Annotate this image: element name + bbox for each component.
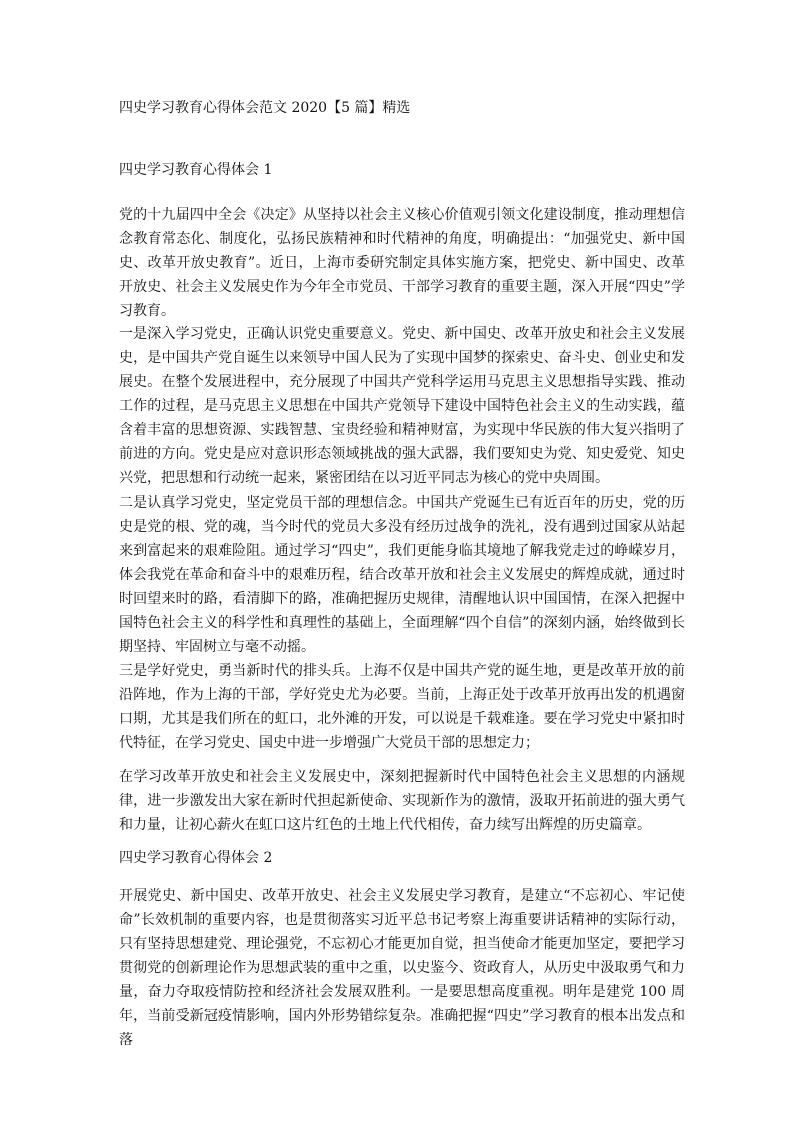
paragraph: 二是认真学习党史，坚定党员干部的理想信念。中国共产党诞生已有近百年的历史，党的历史是党的根、党的魂，当今时代的党员大多没有经历过战争的洗礼，没有遇到过国家从站起来到富起来的艰难险阻。通过学习“四史”，我们更能身临其境地了解我党走过的峥嵘岁月，体会我党在革命和奋斗中的艰难历程，结合改革开放和社会主义发展史的辉煌成就，通过时时回望来时的路，看清脚下的路，准确把握历史规律，清醒地认识中国国情，在深入把握中国特色社会主义的科学性和真理性的基础上，全面理解“四个自信”的深刻内涵，始终做到长期坚持、牢固树立与毫不动摇。 xyxy=(119,495,685,655)
paragraph: 开展党史、新中国史、改革开放史、社会主义发展史学习教育，是建立“不忘初心、牢记使命”长效机制的重要内容，也是贯彻落实习近平总书记考察上海重要讲话精神的实际行动，只有坚持思想建党、理论强党，不忘初心才能更加自觉，担当使命才能更加坚定，要把学习贯彻党的创新理论作为思想武装的重中之重，以史鉴今、资政育人，从历史中汲取勇气和力量，奋力夺取疫情防控和经济社会发展双胜利。一是要思想高度重视。明年是建党 100 周年，当前受新冠疫情影响，国内外形势错综复杂。准确把握“四史”学习教育的根本出发点和落 xyxy=(119,888,685,1048)
paragraph: 三是学好党史，勇当新时代的排头兵。上海不仅是中国共产党的诞生地，更是改革开放的前沿阵地，作为上海的干部，学好党史尤为必要。当前，上海正处于改革开放再出发的机遇窗口期，尤其是我们所在的虹口，北外滩的开发，可以说是千载难逢。要在学习党史中紧扣时代特征，在学习党史、国史中进一步增强广大党员干部的思想定力； xyxy=(119,663,685,751)
paragraph: 一是深入学习党史，正确认识党史重要意义。党史、新中国史、改革开放史和社会主义发展史，是中国共产党自诞生以来领导中国人民为了实现中国梦的探索史、奋斗史、创业史和发展史。在整个发展进程中，充分展现了中国共产党科学运用马克思主义思想指导实践、推动工作的过程，是马克思主义思想在中国共产党领导下建设中国特色社会主义的生动实践，蕴含着丰富的思想资源、实践智慧、宝贵经验和精神财富，为实现中华民族的伟大复兴指明了前进的方向。党史是应对意识形态领域挑战的强大武器，我们要知史为党、知史爱党、知史兴党，把思想和行动统一起来，紧密团结在以习近平同志为核心的党中央周围。 xyxy=(119,326,685,486)
paragraph: 党的十九届四中全会《决定》从坚持以社会主义核心价值观引领文化建设制度，推动理想信念教育常态化、制度化，弘扬民族精神和时代精神的角度，明确提出：“加强党史、新中国史、改革开放史教育”。近日，上海市委研究制定具体实施方案，把党史、新中国史、改革开放史、社会主义发展史作为今年全市党员、干部学习教育的重要主题，深入开展“四史”学习教育。 xyxy=(119,207,685,319)
document-title: 四史学习教育心得体会范文 2020【5 篇】精选 xyxy=(119,100,411,116)
section-heading-2: 四史学习教育心得体会 2 xyxy=(119,850,273,866)
section-heading-1: 四史学习教育心得体会 1 xyxy=(119,162,273,178)
paragraph: 在学习改革开放史和社会主义发展史中，深刻把握新时代中国特色社会主义思想的内涵规律，进一步激发出大家在新时代担起新使命、实现新作为的激情，汲取开拓前进的强大勇气和力量，让初心薪火在虹口这片红色的土地上代代相传，奋力续写出辉煌的历史篇章。 xyxy=(119,769,685,833)
